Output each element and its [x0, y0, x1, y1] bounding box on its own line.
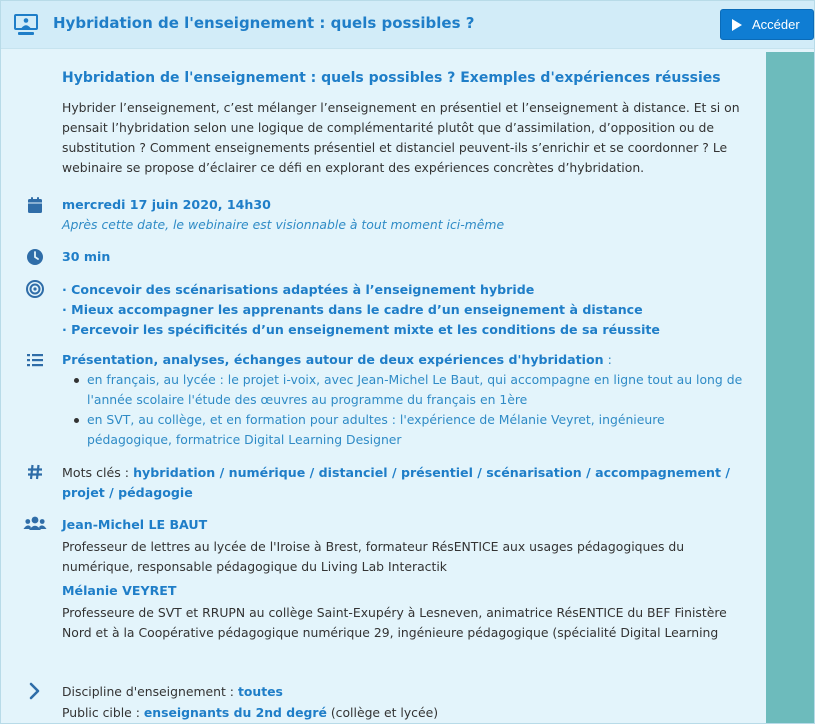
- audience-row: [62, 703, 438, 723]
- discipline-label: Discipline d'enseignement :: [62, 684, 238, 699]
- keywords: [62, 463, 762, 503]
- webinar-duration: 30 min: [62, 249, 111, 264]
- webinar-subtitle: Hybridation de l'enseignement : quels possibles ? Exemples d'expériences réussies: [62, 70, 721, 86]
- webinar-date-note: Après cette date, le webinaire est visionnable à tout moment ici-même: [62, 217, 505, 232]
- program-intro-text: Présentation, analyses, échanges autour de deux expériences d'hybridation: [62, 352, 604, 367]
- hashtag-icon: [25, 462, 45, 482]
- objective-item: · Percevoir les spécificités d’un enseignement mixte et les conditions de sa réussite: [62, 322, 660, 337]
- access-button[interactable]: [720, 9, 814, 40]
- play-icon: [731, 18, 743, 32]
- calendar-icon: [25, 195, 45, 215]
- side-accent-bar: [766, 52, 815, 724]
- objective-item: · Concevoir des scénarisations adaptées à l’enseignement hybride: [62, 282, 535, 297]
- webinar-description: Hybrider l’enseignement, c’est mélanger l’enseignement en présentiel et l’enseignement à distance. Et si on pensait l’hybridation selon une logique de complémentarité plutôt que d’assimilation, d’opposition ou de substitution ? Comment enseignements présentiel et distanciel peuvent-ils s’enrichir et se coordonner ? Le webinaire se propose d’éclairer ce défi en explorant des expériences concrètes d’hybridation.: [62, 100, 740, 175]
- list-item: en SVT, au collège, et en formation pour adultes : l'expérience de Mélanie Veyret, ingénieure pédagogique, formatrice Digital Learning Designer: [62, 410, 752, 450]
- program-list: [62, 370, 752, 450]
- keywords-values[interactable]: hybridation / numérique / distanciel / présentiel / scénarisation / accompagnement / projet / pédagogie: [62, 465, 730, 500]
- clock-icon: [25, 247, 45, 267]
- list-item: en français, au lycée : le projet i-voix, avec Jean-Michel Le Baut, qui accompagne en ligne tout au long de l'année scolaire l'étude des œuvres au programme du français en 1ère: [62, 370, 752, 410]
- audience-value[interactable]: enseignants du 2nd degré: [143, 705, 327, 720]
- access-button-label: Accéder: [752, 17, 800, 32]
- speaker-bio: Professeure de SVT et RRUPN au collège Saint-Exupéry à Lesneven, animatrice RésENTICE du BEF Finistère Nord et à la Coopérative pédagogique numérique 29, ingénieure pédagogique (spécialité Digital Learning: [62, 605, 727, 640]
- keywords-label: Mots clés :: [62, 465, 134, 480]
- list-icon: [25, 350, 45, 370]
- webinar-date: mercredi 17 juin 2020, 14h30: [62, 197, 271, 212]
- webinar-title: Hybridation de l'enseignement : quels possibles ?: [53, 14, 475, 32]
- audience-label: Public cible :: [62, 705, 144, 720]
- audience-suffix: (collège et lycée): [326, 705, 439, 720]
- users-icon: [23, 514, 47, 534]
- program-intro: [62, 352, 612, 367]
- speaker-name: Mélanie VEYRET: [62, 583, 177, 598]
- discipline-value[interactable]: toutes: [237, 684, 283, 699]
- speaker-name: Jean-Michel LE BAUT: [62, 517, 208, 532]
- speaker-bio: Professeur de lettres au lycée de l'Iroise à Brest, formateur RésENTICE aux usages pédagogiques du numérique, responsable pédagogique du Living Lab Interactik: [62, 539, 685, 574]
- discipline-row: [62, 682, 283, 702]
- target-icon: [25, 279, 45, 299]
- objective-item: · Mieux accompagner les apprenants dans le cadre d’un enseignement à distance: [62, 302, 643, 317]
- chevron-right-icon: [25, 681, 45, 701]
- program-intro-colon: :: [603, 352, 612, 367]
- monitor-presentation-icon: [13, 13, 39, 37]
- card-body: [1, 52, 766, 724]
- card-header: [1, 1, 815, 49]
